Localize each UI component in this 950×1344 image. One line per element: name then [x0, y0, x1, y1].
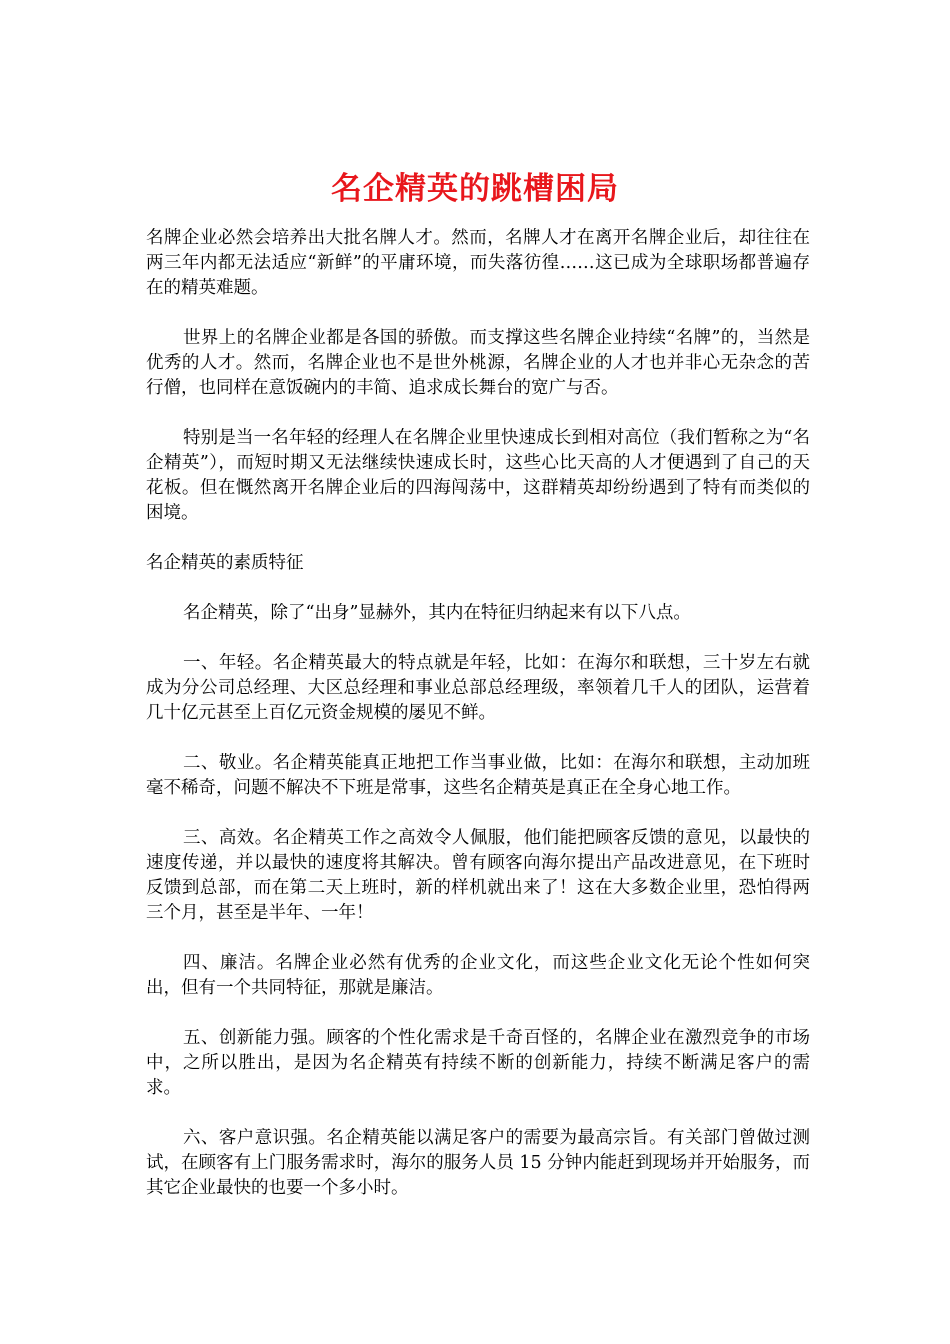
paragraph: 特别是当一名年轻的经理人在名牌企业里快速成长到相对高位（我们暂称之为“名企精英”），而短时期又无法继续快速成长时，这些心比天高的人才便遇到了自己的天花板。但在慨然离开名牌企业后的四海闯荡中，这群精英却纷纷遇到了特有而类似的困境。: [146, 428, 810, 523]
section-heading: 名企精英的素质特征: [146, 553, 304, 573]
list-item: 一、年轻。名企精英最大的特点就是年轻，比如：在海尔和联想，三十岁左右就成为分公司总经理、大区总经理和事业总部总经理级，率领着几千人的团队，运营着几十亿元甚至上百亿元资金规模的屡见不鲜。: [146, 653, 810, 723]
list-item: 六、客户意识强。名企精英能以满足客户的需要为最高宗旨。有关部门曾做过测试，在顾客有上门服务需求时，海尔的服务人员 15 分钟内能赶到现场并开始服务，而其它企业最快的也要一个多小时。: [146, 1128, 810, 1198]
document-title: 名企精英的跳槽困局: [331, 170, 619, 207]
paragraph-intro: 名牌企业必然会培养出大批名牌人才。然而，名牌人才在离开名牌企业后，却往往在两三年内都无法适应“新鲜”的平庸环境，而失落彷徨……这已成为全球职场都普遍存在的精英难题。: [146, 228, 810, 298]
document-body: [146, 226, 810, 1226]
paragraph: 世界上的名牌企业都是各国的骄傲。而支撑这些名牌企业持续“名牌”的，当然是优秀的人才。然而，名牌企业也不是世外桃源，名牌企业的人才也并非心无杂念的苦行僧，也同样在意饭碗内的丰简、追求成长舞台的宽广与否。: [146, 328, 810, 398]
list-item: 四、廉洁。名牌企业必然有优秀的企业文化，而这些企业文化无论个性如何突出，但有一个共同特征，那就是廉洁。: [146, 953, 810, 998]
list-item: 五、创新能力强。顾客的个性化需求是千奇百怪的，名牌企业在激烈竞争的市场中，之所以胜出，是因为名企精英有持续不断的创新能力，持续不断满足客户的需求。: [146, 1028, 810, 1098]
paragraph: 名企精英，除了“出身”显赫外，其内在特征归纳起来有以下八点。: [183, 603, 691, 623]
list-item: 二、敬业。名企精英能真正地把工作当事业做，比如：在海尔和联想，主动加班毫不稀奇，问题不解决不下班是常事，这些名企精英是真正在全身心地工作。: [146, 753, 810, 798]
list-item: 三、高效。名企精英工作之高效令人佩服，他们能把顾客反馈的意见，以最快的速度传递，并以最快的速度将其解决。曾有顾客向海尔提出产品改进意见，在下班时反馈到总部，而在第二天上班时，新的样机就出来了！这在大多数企业里，恐怕得两三个月，甚至是半年、一年！: [146, 828, 810, 923]
